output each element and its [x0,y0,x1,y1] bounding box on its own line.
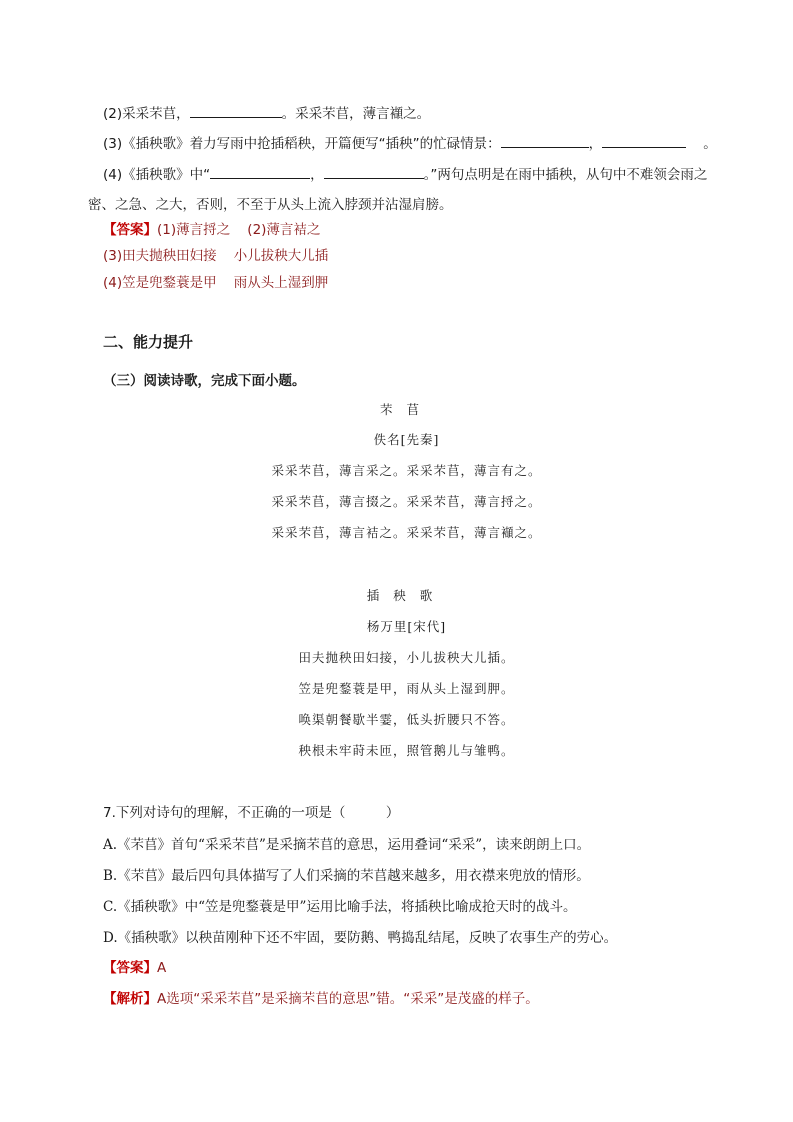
blank [501,133,589,148]
answer-line-3: (4)笠是兜鍪蓑是甲 雨从头上湿到胛 [103,275,329,291]
answer-line-2: (3)田夫抛秧田妇接 小儿拔秧大儿插 [103,248,329,264]
blank [210,164,310,179]
poem1-line: 采采芣苢，薄言采之。采采芣苢，薄言有之。 [271,463,542,478]
analysis-tag: 【解析】 [103,991,157,1007]
answer-value: A [157,960,167,976]
answer-tag: 【答案】 [103,960,157,976]
poem2-line: 笠是兜鍪蓑是甲，雨从头上湿到胛。 [298,681,515,696]
poem2-author: 杨万里[宋代] [366,619,447,634]
q7-analysis [103,989,539,1009]
option-b: B.《芣苢》最后四句具体描写了人们采摘的芣苢越来越多，用衣襟来兜放的情形。 [103,868,590,884]
option-c: C.《插秧歌》中“笠是兜鍪蓑是甲”运用比喻手法，将插秧比喻成抢天时的战斗。 [103,899,577,915]
q7-answer [103,958,166,978]
blank [324,164,424,179]
poem2-title: 插秧歌 [366,588,447,603]
option-d: D.《插秧歌》以秧苗刚种下还不牢固，要防鹅、鸭捣乱结尾，反映了农事生产的劳心。 [103,930,618,946]
sub-title: （三）阅读诗歌，完成下面小题。 [103,373,306,389]
question-3: (3)《插秧歌》着力写雨中抢插稻秧，开篇便写“插秧”的忙碌情景： ， 。 [103,133,717,154]
answer-line-1: 【答案】(1)薄言捋之 (2)薄言袺之 [103,222,321,238]
answer-tag: 【答案】 [103,222,157,238]
analysis-text: A选项“采采芣苢”是采摘芣苢的意思”错。“采采”是茂盛的样子。 [157,991,539,1007]
option-a: A.《芣苢》首句“采采芣苢”是采摘芣苢的意思，运用叠词“采采”，读来朗朗上口。 [103,837,591,853]
poem1-line: 采采芣苢，薄言掇之。采采芣苢，薄言捋之。 [271,494,542,509]
poem2-line: 田夫抛秧田妇接，小儿拔秧大儿插。 [298,650,515,665]
poem2-line: 唤渠朝餐歇半霎，低头折腰只不答。 [298,712,515,727]
blank [190,103,282,118]
question-7-stem: 7.下列对诗句的理解，不正确的一项是（ ） [103,805,400,821]
poem1-line: 采采芣苢，薄言袺之。采采芣苢，薄言襭之。 [271,525,542,540]
poem2-line: 秧根未牢莳未匝，照管鹅儿与雏鸭。 [298,743,515,758]
poem1-title: 芣苢 [379,402,433,417]
blank [602,133,686,148]
question-4: (4)《插秧歌》中“ ， 。”两句点明是在雨中插秧，从句中不难领会雨之 [103,164,707,185]
question-2: (2)采采芣苢， 。采采芣苢，薄言襭之。 [103,103,430,124]
question-4-continued: 密、之急、之大，否则，不至于从头上流入脖颈并沾湿肩膀。 [88,197,453,213]
section-title: 二、能力提升 [103,333,194,351]
poem1-author: 佚名[先秦] [373,432,440,447]
